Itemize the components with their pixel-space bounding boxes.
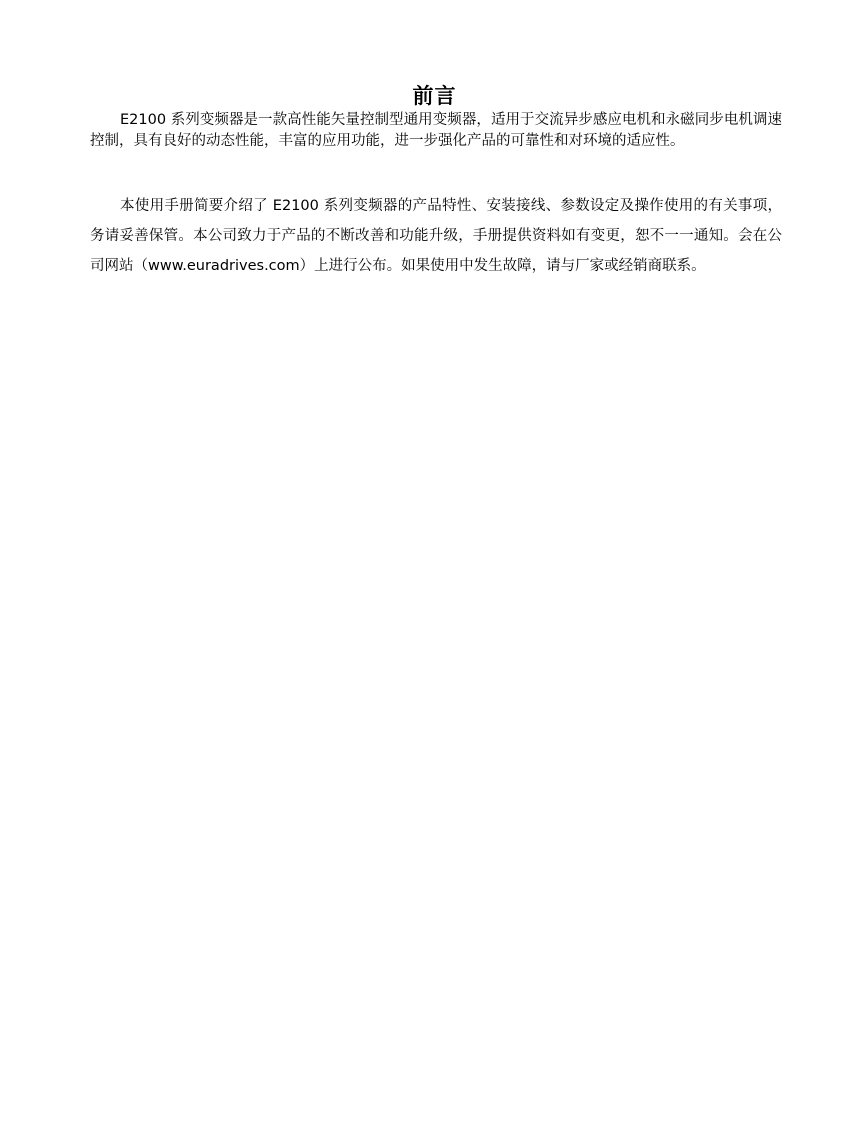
intro-paragraph: E2100 系列变频器是一款高性能矢量控制型通用变频器，适用于交流异步感应电机和永磁同步电机调速控制，具有良好的动态性能，丰富的应用功能，进一步强化产品的可靠性和对环境的适应性。 (90, 112, 782, 149)
manual-notice-paragraph: 本使用手册简要介绍了 E2100 系列变频器的产品特性、安装接线、参数设定及操作使用的有关事项，务请妥善保管。本公司致力于产品的不断改善和功能升级，手册提供资料如有变更，恕不一一通知。会在公司网站（www.euradrives.com）上进行公布。如果使用中发生故障，请与厂家或经销商联系。 (90, 198, 782, 274)
page-title: 前言 (412, 84, 457, 108)
